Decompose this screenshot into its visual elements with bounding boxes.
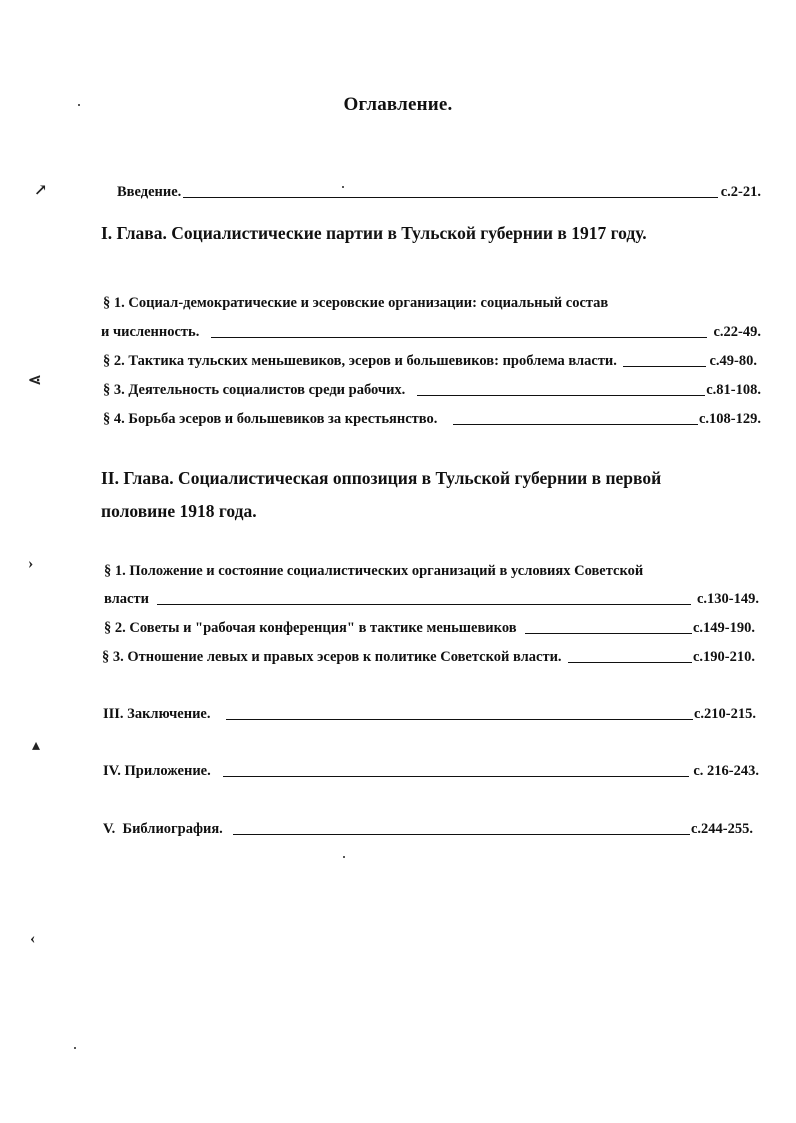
toc-entry-label: IV. Приложение. bbox=[103, 763, 211, 779]
toc-entry-pages: с. 216-243. bbox=[693, 763, 759, 779]
toc-entry-pages: с.149-190. bbox=[692, 620, 755, 636]
chapter-2-heading-line1: II. Глава. Социалистическая оппозиция в Тульской губернии в первой bbox=[101, 468, 662, 488]
toc-entry-pages: с.190-210. bbox=[692, 649, 755, 665]
scan-speck bbox=[74, 1047, 76, 1049]
margin-mark-icon: ↗ bbox=[34, 182, 48, 199]
leader-line bbox=[183, 196, 717, 198]
toc-entry-pages: с.108-129. bbox=[698, 411, 761, 427]
page-title: Оглавление. bbox=[343, 94, 453, 115]
toc-entry-bibliography[interactable] bbox=[103, 821, 753, 838]
chapter-1-heading: I. Глава. Социалистические партии в Тульской губернии в 1917 году. bbox=[101, 223, 647, 243]
toc-entry-label: § 2. Тактика тульских меньшевиков, эсеров и большевиков: проблема власти. bbox=[103, 353, 617, 369]
toc-entry-ch1-s1-line1[interactable]: § 1. Социал-демократические и эсеровские организации: социальный состав bbox=[103, 295, 609, 311]
leader-line bbox=[417, 394, 705, 396]
leader-line bbox=[453, 423, 698, 425]
toc-entry-conclusion[interactable] bbox=[103, 706, 756, 723]
toc-entry-pages: с.81-108. bbox=[706, 382, 761, 398]
leader-line bbox=[568, 661, 692, 663]
toc-entry-label: Введение. bbox=[117, 184, 182, 200]
margin-mark-icon: ‹ bbox=[30, 930, 36, 947]
toc-entry-ch2-s1-line1[interactable]: § 1. Положение и состояние социалистических организаций в условиях Советской bbox=[104, 563, 644, 579]
toc-entry-pages: с.244-255. bbox=[690, 821, 753, 837]
leader-line bbox=[223, 775, 690, 777]
toc-entry-appendix[interactable] bbox=[103, 763, 759, 780]
toc-entry-label: § 3. Отношение левых и правых эсеров к политике Советской власти. bbox=[102, 649, 562, 665]
toc-entry-label: § 3. Деятельность социалистов среди рабочих. bbox=[103, 382, 406, 398]
leader-line bbox=[233, 833, 690, 835]
toc-entry-label: III. Заключение. bbox=[103, 706, 211, 722]
chapter-2-heading-line2: половине 1918 года. bbox=[101, 501, 257, 521]
toc-entry-ch2-s1[interactable] bbox=[104, 591, 759, 608]
margin-mark-icon: ▴ bbox=[32, 737, 41, 754]
leader-line bbox=[211, 336, 707, 338]
toc-entry-pages: с.210-215. bbox=[693, 706, 756, 722]
scan-speck bbox=[343, 856, 345, 858]
toc-entry-label: § 2. Советы и "рабочая конференция" в тактике меньшевиков bbox=[104, 620, 517, 636]
toc-entry-ch1-s4[interactable] bbox=[103, 411, 761, 428]
toc-entry-intro[interactable] bbox=[117, 184, 761, 201]
toc-entry-pages: с.22-49. bbox=[713, 324, 761, 340]
leader-line bbox=[623, 365, 707, 367]
toc-entry-ch1-s1[interactable] bbox=[101, 324, 761, 341]
toc-entry-label: § 4. Борьба эсеров и большевиков за крестьянство. bbox=[103, 411, 438, 427]
toc-entry-ch1-s3[interactable] bbox=[103, 382, 761, 399]
margin-mark-icon: ⋖ bbox=[28, 372, 42, 389]
leader-line bbox=[226, 718, 693, 720]
toc-entry-label: V. Библиография. bbox=[103, 821, 223, 837]
toc-entry-label: власти bbox=[104, 591, 149, 607]
toc-entry-label: и численность. bbox=[101, 324, 200, 340]
toc-entry-ch2-s3[interactable] bbox=[102, 649, 755, 666]
leader-line bbox=[525, 632, 692, 634]
leader-line bbox=[157, 603, 691, 605]
toc-entry-ch2-s2[interactable] bbox=[104, 620, 755, 637]
toc-entry-pages: с.130-149. bbox=[696, 591, 759, 607]
toc-entry-pages: с.49-80. bbox=[709, 353, 757, 369]
margin-mark-icon: › bbox=[28, 555, 34, 572]
toc-entry-ch1-s2[interactable] bbox=[103, 353, 757, 370]
toc-entry-pages: с.2-21. bbox=[720, 184, 761, 200]
